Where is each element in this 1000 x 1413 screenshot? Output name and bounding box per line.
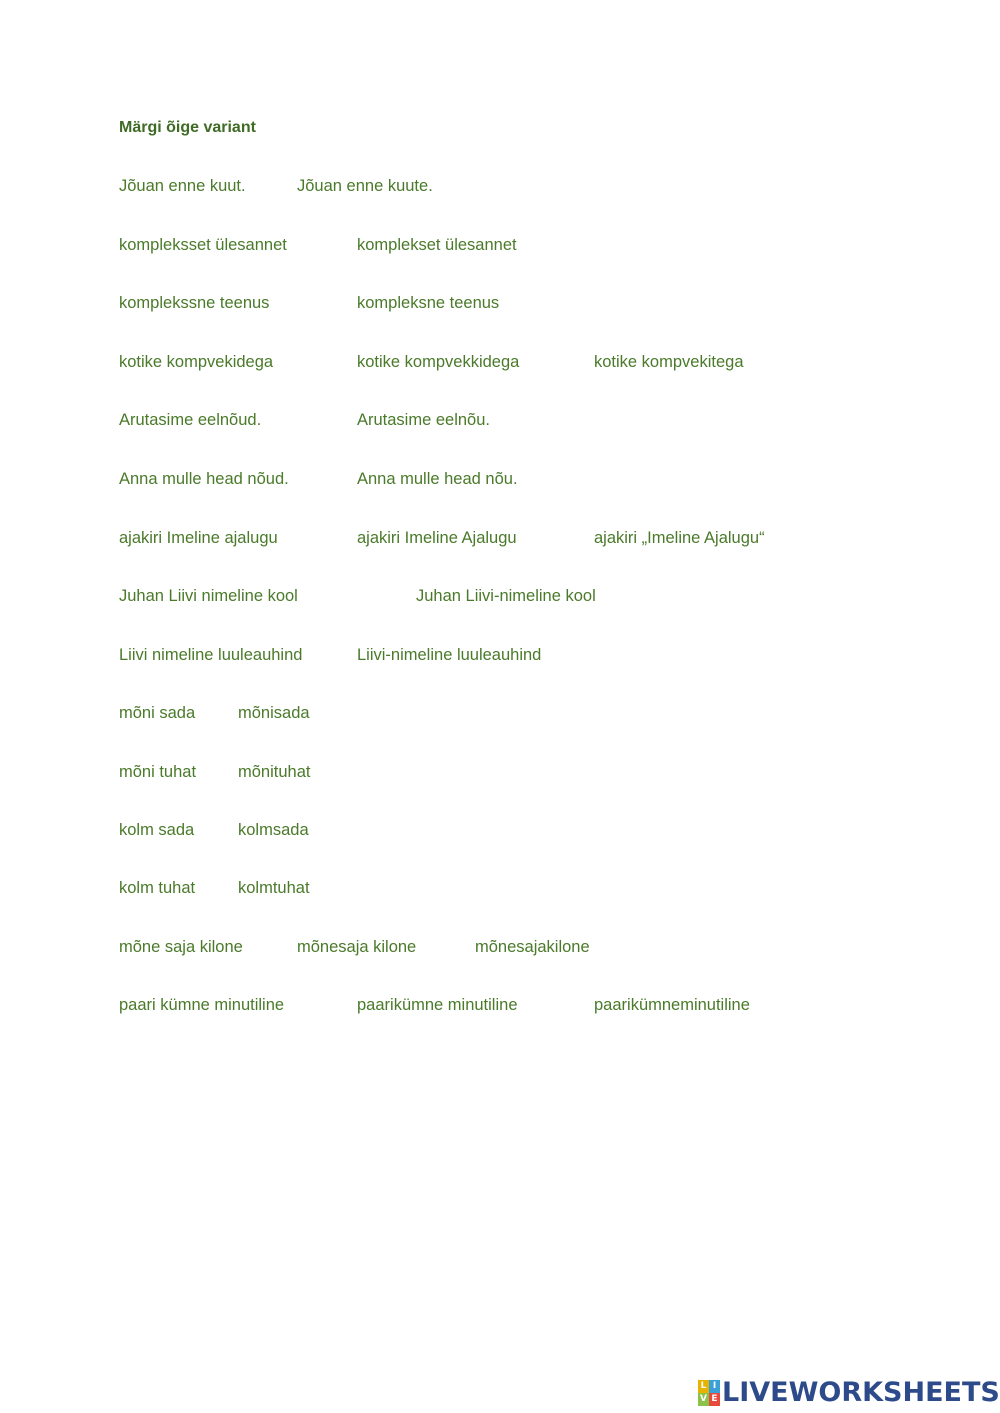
question-row [0,646,1000,670]
answer-option[interactable]: Anna mulle head nõu. [357,470,518,488]
answer-option[interactable]: ajakiri Imeline Ajalugu [357,529,517,547]
question-row [0,587,1000,611]
answer-option[interactable]: kompleksset ülesannet [119,236,287,254]
logo-letter-tile: V [698,1393,709,1406]
answer-option[interactable]: mõni sada [119,704,196,722]
answer-option[interactable]: paarikümneminutiline [594,996,750,1014]
answer-option[interactable]: mõnesajakilone [475,938,590,956]
answer-option[interactable]: komplekset ülesannet [357,236,517,254]
answer-option[interactable]: Liivi-nimeline luuleauhind [357,646,542,664]
liveworksheets-logo [698,1377,1000,1408]
answer-option[interactable]: kolmtuhat [238,879,310,897]
answer-option[interactable]: paarikümne minutiline [357,996,518,1014]
question-row [0,353,1000,377]
question-row [0,938,1000,962]
answer-option[interactable]: Anna mulle head nõud. [119,470,289,488]
answer-option[interactable]: paari kümne minutiline [119,996,285,1014]
question-row [0,879,1000,903]
answer-option[interactable]: Jõuan enne kuute. [297,177,433,195]
answer-option[interactable]: ajakiri Imeline ajalugu [119,529,278,547]
question-row [0,236,1000,260]
question-row [0,821,1000,845]
question-row [0,411,1000,435]
page-title: Märgi õige variant [119,119,256,136]
answer-option[interactable]: Arutasime eelnõu. [357,411,490,429]
logo-letter-tile: I [709,1380,720,1393]
logo-letter-tile: E [709,1393,720,1406]
logo-letter-tile: L [698,1380,709,1393]
question-row [0,996,1000,1020]
question-row [0,294,1000,318]
answer-option[interactable]: Liivi nimeline luuleauhind [119,646,303,664]
answer-option[interactable]: kolm tuhat [119,879,196,897]
question-row [0,704,1000,728]
answer-option[interactable]: ajakiri „Imeline Ajalugu“ [594,529,765,547]
answer-option[interactable]: Jõuan enne kuut. [119,177,246,195]
question-row [0,529,1000,553]
answer-option[interactable]: Juhan Liivi-nimeline kool [416,587,596,605]
question-row [0,177,1000,201]
answer-option[interactable]: mõne saja kilone [119,938,243,956]
answer-option[interactable]: kotike kompvekidega [119,353,274,371]
question-row [0,470,1000,494]
logo-text: LIVEWORKSHEETS [722,1377,1000,1408]
answer-option[interactable]: mõni tuhat [119,763,197,781]
answer-option[interactable]: Juhan Liivi nimeline kool [119,587,298,605]
answer-option[interactable]: kolmsada [238,821,309,839]
liveworksheets-logo-icon [698,1380,720,1406]
answer-option[interactable]: Arutasime eelnõud. [119,411,262,429]
question-row [0,763,1000,787]
answer-option[interactable]: mõnesaja kilone [297,938,417,956]
answer-option[interactable]: kotike kompvekkidega [357,353,520,371]
answer-option[interactable]: kolm sada [119,821,195,839]
answer-option[interactable]: mõnituhat [238,763,311,781]
answer-option[interactable]: mõnisada [238,704,310,722]
answer-option[interactable]: komplekssne teenus [119,294,270,312]
answer-option[interactable]: kompleksne teenus [357,294,500,312]
answer-option[interactable]: kotike kompvekitega [594,353,744,371]
